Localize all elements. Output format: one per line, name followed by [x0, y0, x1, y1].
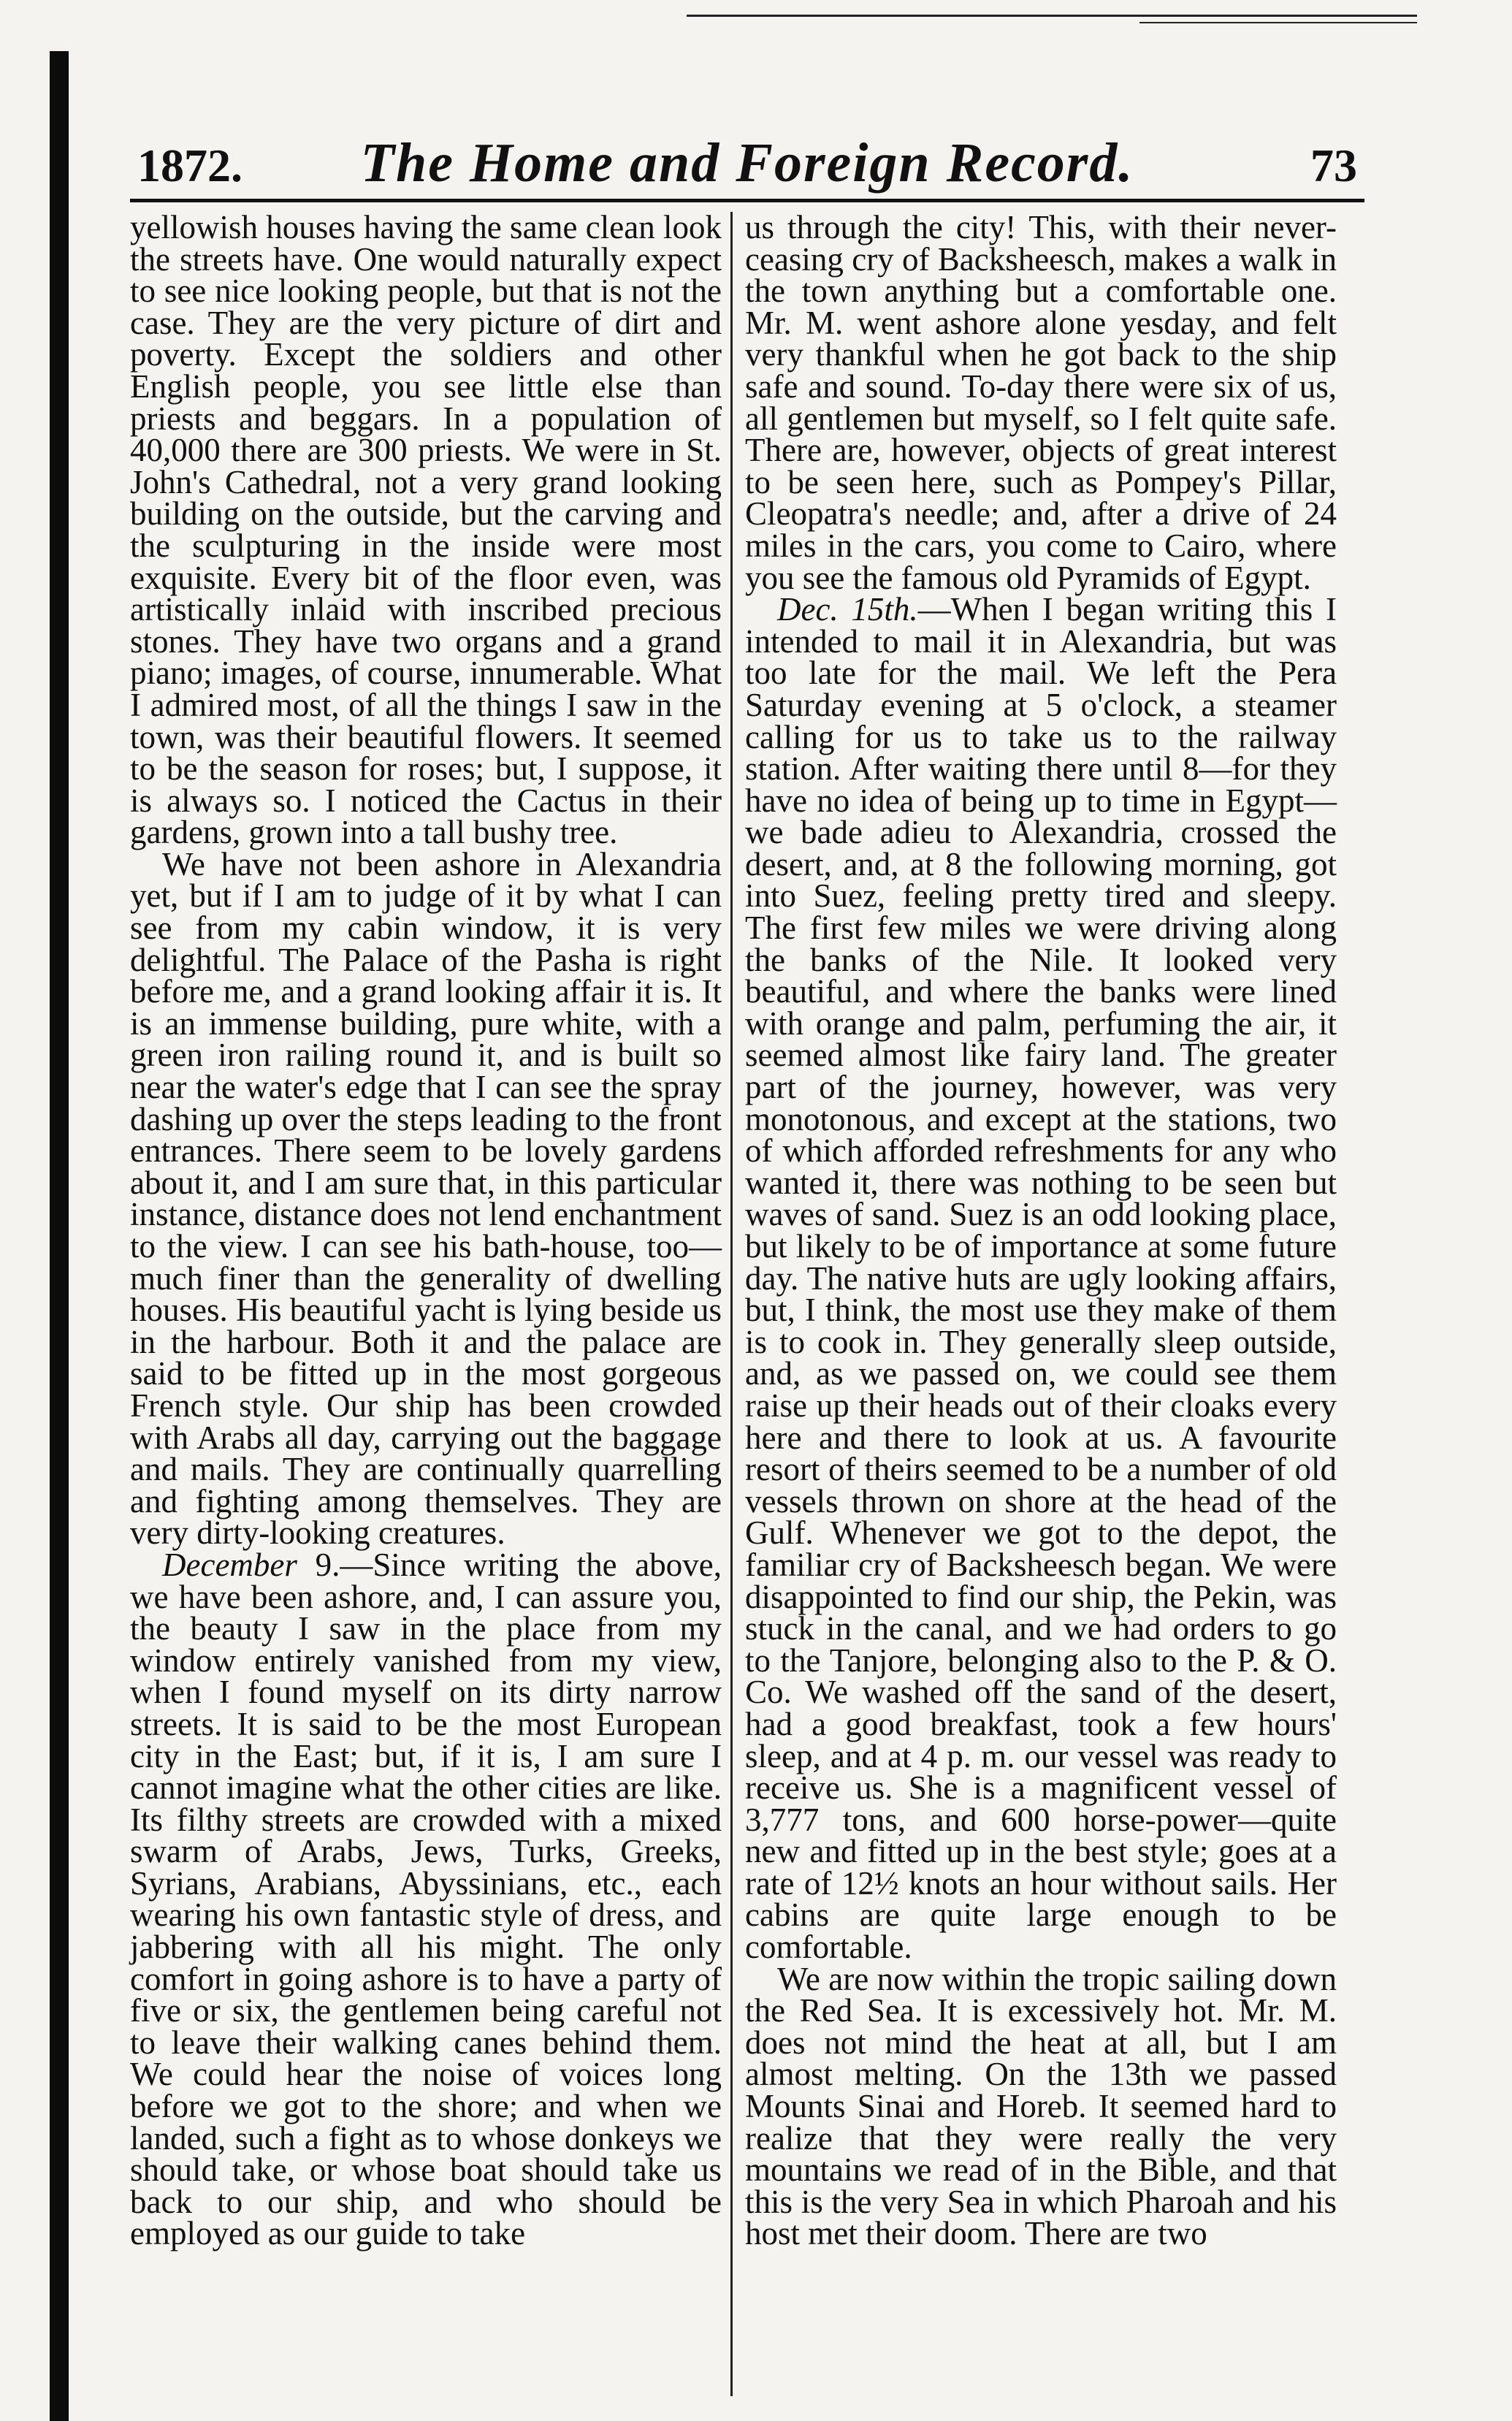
left-paragraph-3	[130, 1546, 722, 2252]
top-rule	[687, 15, 1417, 17]
date-december: December	[162, 1546, 297, 1583]
left-column	[130, 209, 722, 2252]
left-paragraph-3-text: 9.—Since writing the above, we have been ashore, and, I can assure you, the beauty I saw in the place from my window entirely vanished from my view, when I found myself on its dirty narrow streets. It is said to be the most European city in the East; but, if it is, I am sure I cannot imagine what the other cities are like. Its filthy streets are crowded with a mixed swarm of Arabs, Jews, Turks, Greeks, Syrians, Arabians, Abyssinians, etc., each wearing his own fantastic style of dress, and jabbering with all his might. The only comfort in going ashore is to have a party of five or six, the gentlemen being careful not to leave their walking canes behind them. We could hear the noise of voices long before we got to the shore; and when we landed, such a fight as to whose donkeys we should take, or whose boat should take us back to our ship, and who should be employed as our guide to take	[130, 1546, 722, 2252]
page-header	[130, 131, 1364, 197]
header-year: 1872.	[137, 140, 243, 191]
column-rule	[730, 212, 733, 2396]
header-rule	[130, 199, 1364, 202]
right-paragraph-2	[745, 591, 1337, 1966]
right-column	[745, 209, 1337, 2252]
right-paragraph-3: We are now within the tropic sailing down the Red Sea. It is excessively hot. Mr. M. does not mind the heat at all, but I am almost melting. On the 13th we passed Mounts Sinai and Horeb. It seemed hard to realize that they were really the very mountains we read of in the Bible, and that this is the very Sea in which Pharoah and his host met their doom. There are two	[745, 1960, 1337, 2252]
page-number: 73	[1310, 140, 1357, 191]
page-binding-edge	[50, 51, 69, 2421]
date-dec-15th: Dec. 15th.	[777, 591, 918, 628]
journal-title: The Home and Foreign Record.	[360, 132, 1134, 194]
left-paragraph-1: yellowish houses having the same clean look the streets have. One would naturally expect to see nice looking people, but that is not the case. They are the very picture of dirt and poverty. Except the soldiers and other English people, you see little else than priests and beggars. In a population of 40,000 there are 300 priests. We were in St. John's Cathedral, not a very grand looking building on the outside, but the carving and the sculpturing in the inside were most exquisite. Every bit of the floor even, was artistically inlaid with inscribed precious stones. They have two organs and a grand piano; images, of course, innumerable. What I admired most, of all the things I saw in the town, was their beautiful flowers. It seemed to be the season for roses; but, I suppose, it is always so. I noticed the Cactus in their gardens, grown into a tall bushy tree.	[130, 209, 722, 851]
top-rule-short	[1139, 22, 1417, 23]
right-paragraph-2-text: —When I began writing this I intended to mail it in Alexandria, but was too late for the mail. We left the Pera Saturday evening at 5 o'clock, a steamer calling for us to take us to the railway station. After waiting there until 8—for they have no idea of being up to time in Egypt—we bade adieu to Alexandria, crossed the desert, and, at 8 the following morning, got into Suez, feeling pretty tired and sleepy. The first few miles we were driving along the banks of the Nile. It looked very beautiful, and where the banks were lined with orange and palm, perfuming the air, it seemed almost like fairy land. The greater part of the journey, however, was very monotonous, and except at the stations, two of which afforded refreshments for any who wanted it, there was nothing to be seen but waves of sand. Suez is an odd looking place, but likely to be of importance at some future day. The native huts are ugly looking affairs, but, I think, the most use they make of them is to cook in. They generally sleep outside, and, as we passed on, we could see them raise up their heads out of their cloaks every here and there to look at us. A favourite resort of theirs seemed to be a number of old vessels thrown on shore at the head of the Gulf. Whenever we got to the depot, the familiar cry of Backsheesch began. We were disappointed to find our ship, the Pekin, was stuck in the canal, and we had orders to go to the Tanjore, belonging also to the P. & O. Co. We washed off the sand of the desert, had a good breakfast, took a few hours' sleep, and at 4 p. m. our vessel was ready to receive us. She is a magnificent vessel of 3,777 tons, and 600 horse-power—quite new and fitted up in the best style; goes at a rate of 12½ knots an hour without sails. Her cabins are quite large enough to be comfortable.	[745, 591, 1337, 1966]
right-paragraph-1: us through the city! This, with their never-ceasing cry of Backsheesch, makes a walk in the town anything but a comfortable one. Mr. M. went ashore alone yesday, and felt very thankful when he got back to the ship safe and sound. To-day there were six of us, all gentlemen but myself, so I felt quite safe. There are, however, objects of great interest to be seen here, such as Pompey's Pillar, Cleopatra's needle; and, after a drive of 24 miles in the cars, you come to Cairo, where you see the famous old Pyramids of Egypt.	[745, 209, 1337, 596]
left-paragraph-2: We have not been ashore in Alexandria yet, but if I am to judge of it by what I can see from my cabin window, it is very delightful. The Palace of the Pasha is right before me, and a grand looking affair it is. It is an immense building, pure white, with a green iron railing round it, and is built so near the water's edge that I can see the spray dashing up over the steps leading to the front entrances. There seem to be lovely gardens about it, and I am sure that, in this particular instance, distance does not lend enchantment to the view. I can see his bath-house, too—much finer than the generality of dwelling houses. His beautiful yacht is lying beside us in the harbour. Both it and the palace are said to be fitted up in the most gorgeous French style. Our ship has been crowded with Arabs all day, carrying out the baggage and mails. They are continually quarrelling and fighting among themselves. They are very dirty-looking creatures.	[130, 845, 722, 1552]
